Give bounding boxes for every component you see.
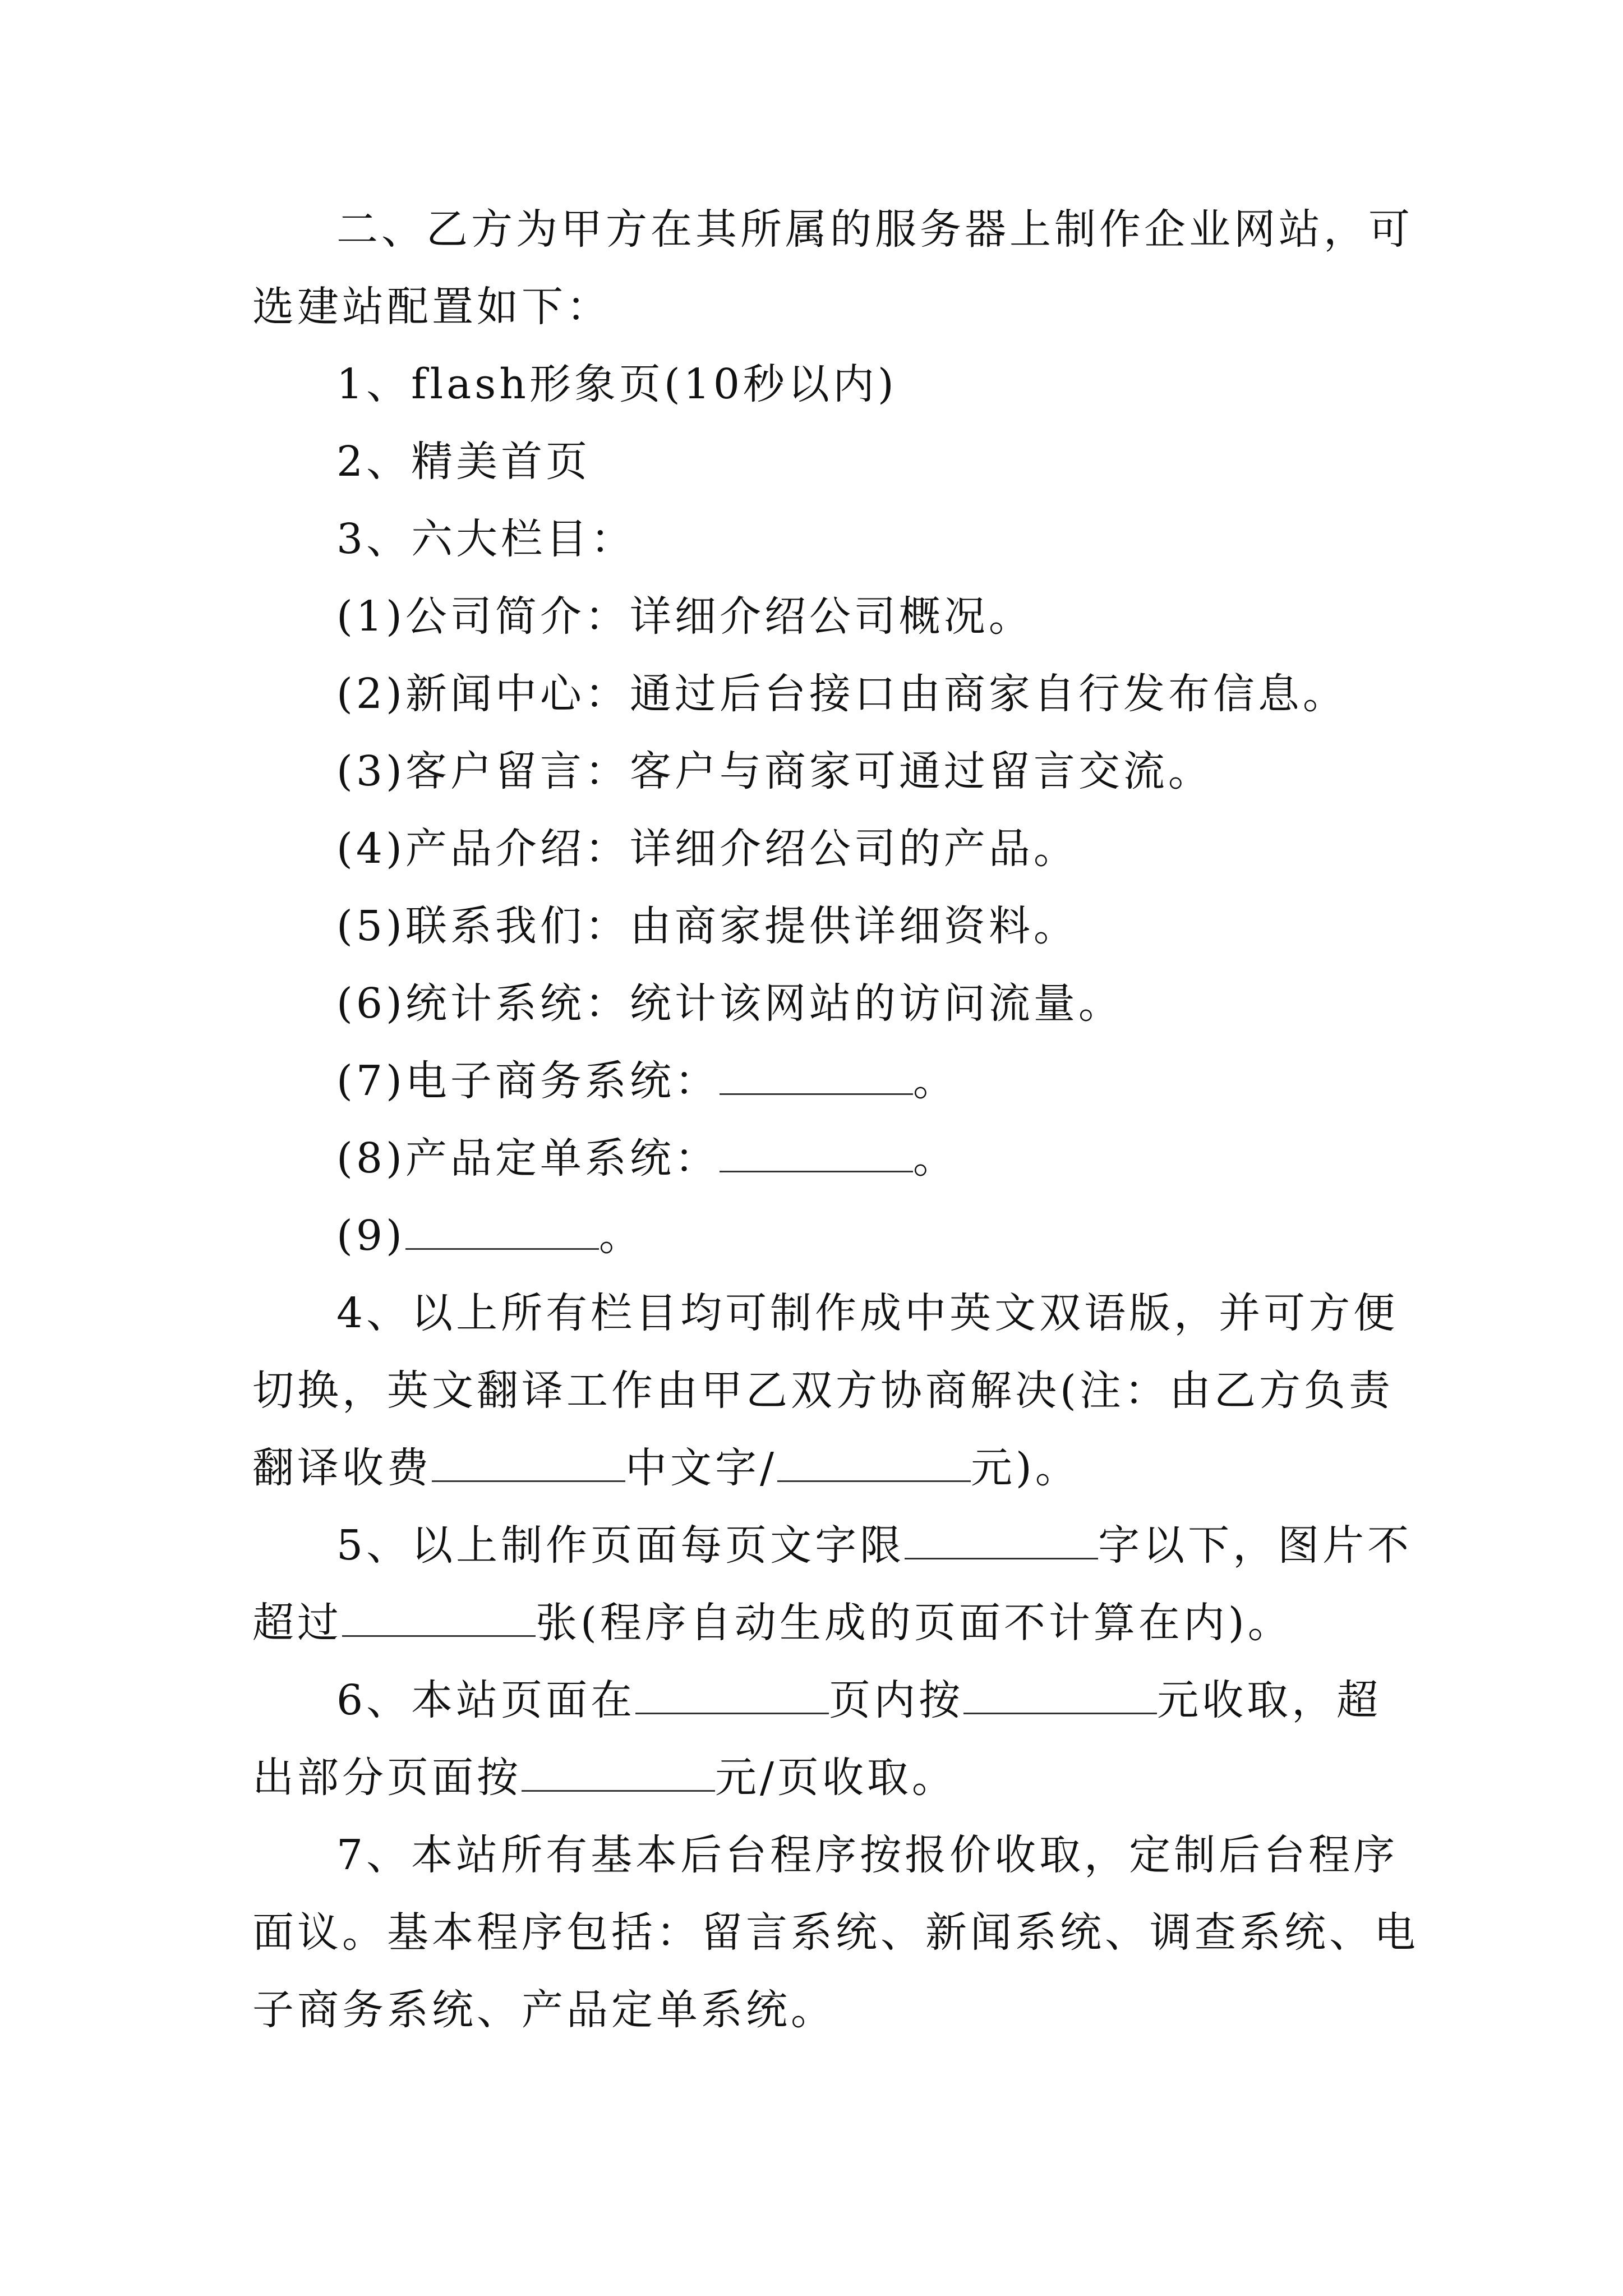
item-7-line-1: 7、本站所有基本后台程序按报价收取，定制后台程序 (336, 1831, 1399, 1879)
item-5-text-b: 字以下，图片不 (1098, 1521, 1413, 1570)
blank-field (777, 1446, 971, 1482)
sub-item-7-label: (7)电子商务系统： (336, 1057, 720, 1105)
item-5-line-2 (252, 1584, 1391, 1662)
sub-item-5: (5)联系我们：由商家提供详细资料。 (336, 902, 1078, 950)
sub-item-3: (3)客户留言：客户与商家可通过留言交流。 (336, 747, 1213, 795)
blank-field (905, 1523, 1098, 1559)
sub-item-9-label: (9) (336, 1212, 405, 1260)
sub-item-1: (1)公司简介：详细介绍公司概况。 (336, 592, 1034, 641)
item-4-line-2: 切换，英文翻译工作由甲乙双方协商解决(注：由乙方负责 (252, 1366, 1394, 1415)
document-page (252, 191, 1419, 2049)
item-4-line-1: 4、以上所有栏目均可制作成中英文双语版，并可方便 (336, 1289, 1399, 1337)
sub-item-7 (252, 1042, 1391, 1120)
sub-item-7-end: 。 (912, 1057, 958, 1105)
blank-field (432, 1446, 625, 1482)
item-6-text-b: 页内按 (829, 1676, 964, 1724)
intro-line-1: 二、乙方为甲方在其所属的服务器上制作企业网站，可 (336, 205, 1413, 254)
sub-item-2: (2)新闻中心：通过后台接口由商家自行发布信息。 (336, 670, 1348, 718)
intro-line-2: 选建站配置如下： (252, 283, 611, 331)
item-7-line-3: 子商务系统、产品定单系统。 (252, 1986, 836, 2034)
item-4-text-a: 翻译收费 (252, 1444, 432, 1492)
item-5-text-c: 超过 (252, 1599, 342, 1647)
item-6-line-2 (252, 1739, 1391, 1816)
blank-field (720, 1136, 913, 1172)
sub-item-9 (252, 1197, 1391, 1274)
blank-field (963, 1678, 1157, 1714)
blank-field (342, 1600, 536, 1637)
item-6-text-a: 6、本站页面在 (336, 1676, 636, 1724)
item-3: 3、六大栏目： (336, 515, 636, 563)
blank-field (405, 1213, 599, 1250)
item-6-text-c: 元收取，超 (1157, 1676, 1382, 1724)
blank-field (635, 1678, 829, 1714)
item-5-text-a: 5、以上制作页面每页文字限 (336, 1521, 905, 1570)
item-7-line-2: 面议。基本程序包括：留言系统、新闻系统、调查系统、电 (252, 1908, 1419, 1957)
sub-item-4: (4)产品介绍：详细介绍公司的产品。 (336, 825, 1078, 873)
sub-item-8-label: (8)产品定单系统： (336, 1134, 720, 1182)
item-5-line-1 (252, 1507, 1413, 1584)
item-1: 1、flash形象页(10秒以内) (336, 360, 897, 408)
item-5-text-d: 张(程序自动生成的页面不计算在内)。 (536, 1599, 1293, 1647)
item-6-line-1 (252, 1662, 1391, 1739)
sub-item-9-end: 。 (598, 1212, 644, 1260)
item-2: 2、精美首页 (336, 438, 591, 486)
item-4-line-3 (252, 1429, 1391, 1507)
sub-item-8 (252, 1120, 1391, 1197)
item-6-text-d: 出部分页面按 (252, 1754, 522, 1802)
blank-field (522, 1755, 715, 1792)
sub-item-6: (6)统计系统：统计该网站的访问流量。 (336, 979, 1123, 1028)
blank-field (720, 1059, 913, 1095)
item-6-text-e: 元/页收取。 (715, 1754, 957, 1802)
item-4-text-c: 元)。 (970, 1444, 1080, 1492)
item-4-text-b: 中文字/ (625, 1444, 777, 1492)
sub-item-8-end: 。 (912, 1134, 958, 1182)
